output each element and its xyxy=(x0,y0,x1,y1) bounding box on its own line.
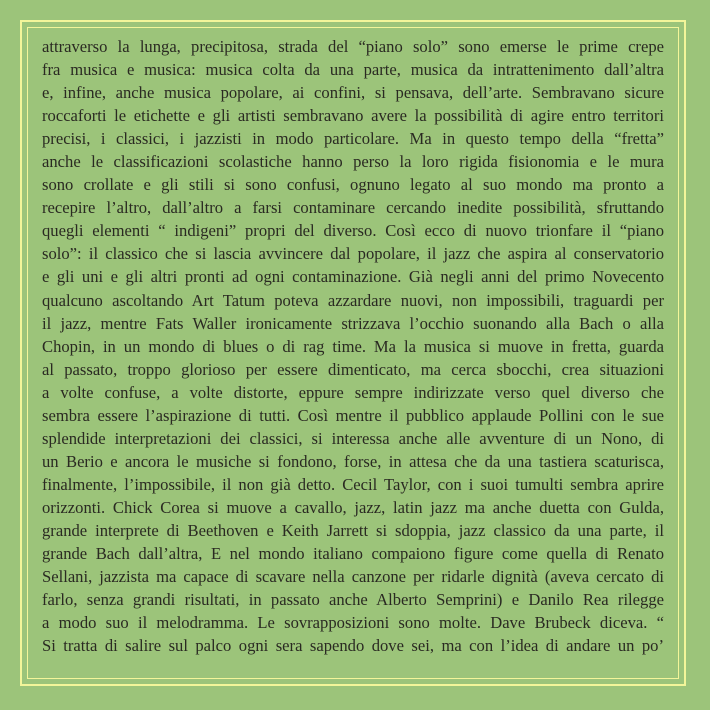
text-line: sembra essere l’aspirazione di tutti. Così mentre il pubblico applaude Pollini con le sue xyxy=(42,405,664,425)
text-line: recepire l’altro, dall’altro a farsi contaminare cercando inedite possibilità, sfruttando xyxy=(42,198,664,218)
text-line: orizzonti. Chick Corea si muove a cavallo, jazz, latin jazz ma anche duetta con Gulda, xyxy=(42,497,664,517)
text-line: attraverso la lunga, precipitosa, strada del “piano solo” sono emerse le prime crepe xyxy=(42,37,664,56)
text-line: al passato, troppo glorioso per essere dimenticato, ma cerca sbocchi, crea situazioni xyxy=(42,359,664,379)
body-text xyxy=(42,35,664,665)
text-line: fra musica e musica: musica colta da una parte, musica da intrattenimento dall’altra xyxy=(42,60,664,80)
text-line: splendide interpretazioni dei classici, si interessa anche alle avventure di un Nono, di xyxy=(42,428,664,448)
text-line: quegli elementi “ indigeni” propri del diverso. Così ecco di nuovo trionfare il “piano xyxy=(42,221,664,241)
text-line: precisi, i classici, i jazzisti in modo particolare. Ma in questo tempo della “fretta” xyxy=(42,129,664,149)
text-line: sono crollate e gli stili si sono confusi, ognuno legato al suo mondo ma pronto a xyxy=(42,175,664,195)
text-line: finalmente, l’impossibile, il non già detto. Cecil Taylor, con i suoi tumulti sembra aprire xyxy=(42,474,664,494)
text-line: anche le classificazioni scolastiche hanno perso la loro rigida fisionomia e le mura xyxy=(42,152,664,172)
text-line: e, infine, anche musica popolare, ai confini, si pensava, dell’arte. Sembravano sicure xyxy=(42,83,664,103)
text-line: qualcuno ascoltando Art Tatum poteva azzardare nuovi, non impossibili, traguardi per xyxy=(42,290,664,310)
text-line: Sellani, jazzista ma capace di scavare nella canzone per ridarle dignità (aveva cercato di xyxy=(42,567,664,587)
text-line: un Berio e ancora le musiche si fondono, forse, in attesa che da una tastiera scaturisca, xyxy=(42,451,664,471)
text-line: e gli uni e gli altri pronti ad ogni contaminazione. Già negli anni del primo Novecento xyxy=(42,267,664,287)
text-line: roccaforti le etichette e gli artisti sembravano avere la possibilità di agire entro territori xyxy=(42,106,664,126)
text-line: grande interprete di Beethoven e Keith Jarrett si sdoppia, jazz classico da una parte, il xyxy=(42,520,664,540)
text-line: Si tratta di salire sul palco ogni sera sapendo dove sei, ma con l’idea di andare un po’ xyxy=(42,636,664,656)
text-line: a volte confuse, a volte distorte, eppure sempre indirizzate verso quel diverso che xyxy=(42,382,664,402)
text-line: Chopin, in un mondo di blues o di rag time. Ma la musica si muove in fretta, guarda xyxy=(42,336,664,356)
text-line: a modo suo il melodramma. Le sovrapposizioni sono molte. Dave Brubeck diceva. “ xyxy=(42,613,664,633)
text-line: il jazz, mentre Fats Waller ironicamente strizzava l’occhio suonando alla Bach o alla xyxy=(42,313,664,333)
text-line: farlo, senza grandi risultati, in passato anche Alberto Semprini) e Danilo Rea rilegge xyxy=(42,590,664,610)
text-line: solo”: il classico che si lascia avvincere dal popolare, il jazz che aspira al conservatorio xyxy=(42,244,664,264)
text-line: grande Bach dall’altra, E nel mondo italiano compaiono figure come quella di Renato xyxy=(42,544,664,564)
